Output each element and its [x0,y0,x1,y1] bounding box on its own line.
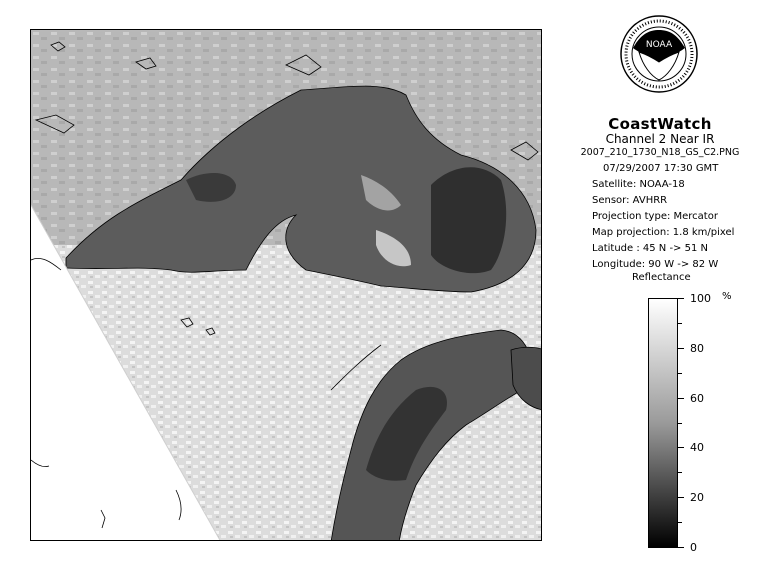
map-projection-label: Map projection: 1.8 km/pixel [592,227,735,238]
colorbar-minor-tick [678,423,682,424]
colorbar-major-tick [678,348,684,349]
colorbar-minor-tick [678,373,682,374]
latitude-label: Latitude : 45 N -> 51 N [592,243,708,254]
noaa-logo [619,14,699,104]
colorbar-minor-tick [678,472,682,473]
colorbar-major-tick [678,497,684,498]
colorbar-tick-label: 100 [690,292,711,305]
colorbar-tick-label: 20 [690,491,704,505]
projection-type-label: Projection type: Mercator [592,211,718,222]
channel-label: Channel 2 Near IR [605,132,715,146]
colorbar-tick-label: 0 [690,541,697,554]
colorbar-tick-label: 60 [690,391,704,405]
satellite-image-svg [31,30,542,541]
satellite-image-map [30,29,542,541]
colorbar-unit: % [722,291,732,302]
noaa-logo-svg [619,14,699,104]
colorbar-major-tick [678,547,684,548]
colorbar-title: Reflectance [632,272,691,283]
colorbar-minor-tick [678,522,682,523]
longitude-label: Longitude: 90 W -> 82 W [592,259,719,270]
colorbar-major-tick [678,398,684,399]
colorbar-tick-label: 40 [690,441,704,455]
colorbar-tick-label: 80 [690,341,704,355]
colorbar [648,298,678,548]
noaa-logo-text: NOAA [645,40,673,50]
filename-label: 2007_210_1730_N18_GS_C2.PNG [580,147,740,158]
colorbar-major-tick [678,447,684,448]
sensor-label: Sensor: AVHRR [592,195,668,206]
product-title: CoastWatch [608,115,712,133]
date-time-label: 07/29/2007 17:30 GMT [603,163,719,174]
satellite-label: Satellite: NOAA-18 [592,179,685,190]
colorbar-major-tick [678,298,684,299]
colorbar-minor-tick [678,323,682,324]
lake-superior-east-basin [431,167,506,273]
